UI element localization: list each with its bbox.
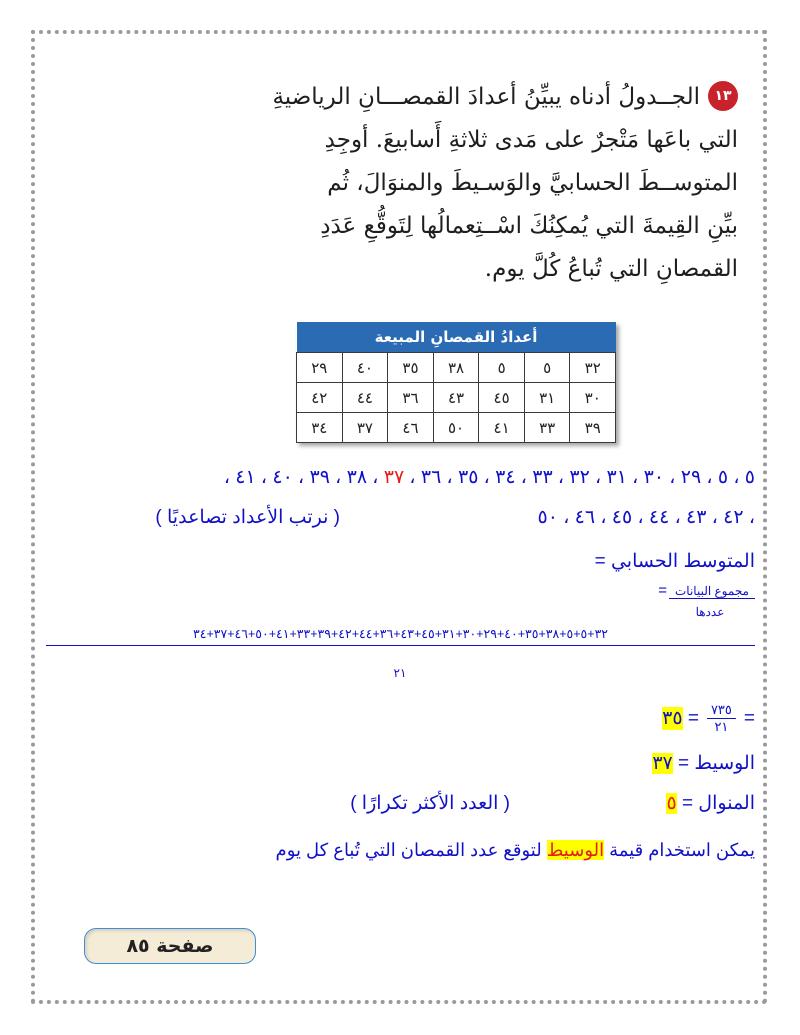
table-row: [297, 383, 616, 413]
table-cell: ٤٥: [479, 383, 525, 413]
table-cell: ٤١: [479, 413, 525, 443]
table-cell: ٣٨: [433, 353, 479, 383]
table-cell: ٢٩: [297, 353, 343, 383]
table-cell: ٤٤: [342, 383, 388, 413]
table-cell: ٣٣: [524, 413, 570, 443]
question-line: ١٣الجــدولُ أدناه يبيِّنُ أعدادَ القمصـــانِ الرياضيةِ: [218, 76, 738, 119]
table-cell: ٣٧: [342, 413, 388, 443]
mode-note: ( العدد الأكثر تكرارًا ): [350, 793, 510, 814]
question-line: بيِّنِ القِيمةَ التي يُمكِنُكَ اسْــتِعمالُها لِتَوقُّعِ عَدَدِ: [320, 213, 738, 239]
table-cell: ٤٢: [297, 383, 343, 413]
mode-value: ٥: [666, 793, 677, 814]
formula-numerator: مجموع البيانات: [669, 584, 755, 599]
conclusion-line: يمكن استخدام قيمة الوسيط لتوقع عدد القمصان التي تُباع كل يوم: [275, 840, 755, 860]
table-cell: ٣٠: [570, 383, 616, 413]
table-cell: ٣٢: [570, 353, 616, 383]
table-cell: ٥٠: [433, 413, 479, 443]
conclusion-keyword: الوسيط: [546, 840, 605, 860]
mean-fraction: ٧٣٥ ٢١: [707, 702, 736, 735]
question-line: القمصانِ التي تُباعُ كُلَّ يوم.: [484, 256, 738, 282]
mean-label: المتوسط الحسابي =: [594, 551, 755, 572]
shirts-sold-table: [296, 322, 616, 443]
table-cell: ٣٥: [388, 353, 434, 383]
formula-denominator: عددها: [695, 605, 725, 619]
page-number-label: صفحة ٨٥: [84, 928, 256, 964]
table-cell: ٣٤: [297, 413, 343, 443]
mean-result: = ٧٣٥ ٢١ = ٣٥: [662, 702, 755, 734]
table-row: [297, 413, 616, 443]
sum-denominator: ٢١: [393, 666, 407, 680]
mode-line: المنوال = ٥: [666, 793, 755, 814]
mean-formula: مجموع البيانات= عددها: [658, 582, 755, 619]
sum-expression: ٣٢+٥+٥+٣٨+٣٥+٤٠+٢٩+٣٠+٣١+٤٥+٤٣+٣٦+٤٤+٤٢+٣٩+٣٣+٤١+٥٠+٤٦+٣٧+٣٤: [46, 626, 755, 646]
table-cell: ٤٣: [433, 383, 479, 413]
question-block: [218, 76, 738, 291]
table-cell: ٥: [524, 353, 570, 383]
sorted-values-line: ٥ ، ٥ ، ٢٩ ، ٣٠ ، ٣١ ، ٣٢ ، ٣٣ ، ٣٤ ، ٣٥ ، ٣٦ ، ٣٧ ، ٣٨ ، ٣٩ ، ٤٠ ، ٤١ ،: [223, 467, 755, 488]
sorted-values-line-2: ، ٤٢ ، ٤٣ ، ٤٤ ، ٤٥ ، ٤٦ ، ٥٠: [537, 507, 755, 528]
sort-note: ( نرتب الأعداد تصاعديًا ): [155, 507, 340, 528]
table-row: [297, 353, 616, 383]
table-title: أعدادُ القمصانِ المبيعة: [297, 322, 616, 353]
median-value: ٣٧: [652, 753, 673, 774]
table-cell: ٣٩: [570, 413, 616, 443]
table-cell: ٤٦: [388, 413, 434, 443]
table-cell: ٤٠: [342, 353, 388, 383]
question-line: التي باعَها مَتْجرٌ على مَدى ثلاثةِ أَسابيعَ. أوجِدِ: [324, 127, 738, 153]
question-number-badge: ١٣: [708, 81, 738, 111]
median-highlight: ٣٧: [383, 467, 405, 488]
table-cell: ٣٦: [388, 383, 434, 413]
mean-value: ٣٥: [662, 708, 683, 729]
question-line: المتوســطَ الحسابيَّ والوَسـيطَ والمنوَالَ، ثُم: [327, 170, 738, 196]
table-cell: ٥: [479, 353, 525, 383]
median-line: الوسيط = ٣٧: [652, 753, 755, 774]
table-cell: ٣١: [524, 383, 570, 413]
